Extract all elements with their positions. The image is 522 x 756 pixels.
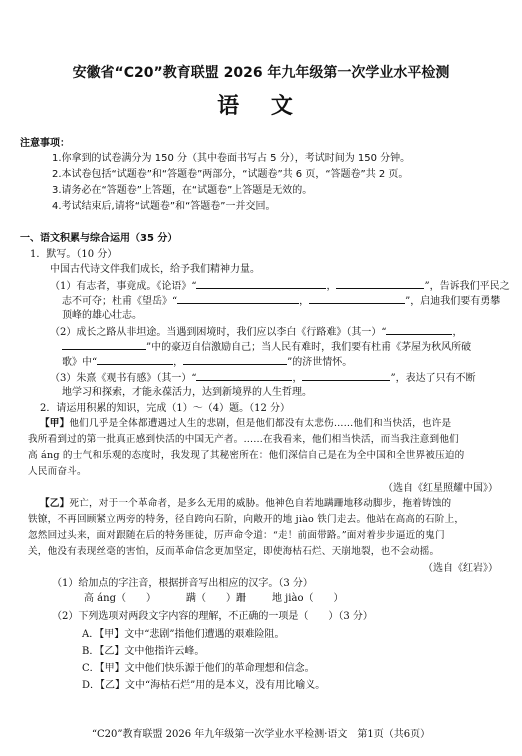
note-item-3: 3.请务必在“答题卷”上答题，在“试题卷”上答题是无效的。 [52, 185, 313, 196]
q2-heading: 2．请运用积累的知识，完成（1）～（4）题。（12 分） [40, 403, 290, 414]
q1-item-2-line-2: ”中的豪迈自信激励自己；当人民有难时，我们要有杜甫《茅屋为秋风所破 [62, 340, 471, 354]
note-item-1: 1.你拿到的试卷满分为 150 分（其中卷面书写占 5 分），考试时间为 150 分钟。 [52, 153, 411, 164]
q1-intro: 中国古代诗文伴我们成长，给予我们精神力量。 [50, 264, 260, 275]
q1-item-1-line-1: （1）有志者，事竟成。《论语》“ ， ”，告诉我们平民之 [50, 281, 510, 292]
passage-yi-line-1: 【乙】死亡，对于一个革命者，是多么无用的威胁。他神色自若地蹒跚地移动脚步，拖着铸蚀的 [40, 498, 452, 509]
passage-yi-source: （选自《红岩》） [423, 563, 498, 574]
q2-sub1-item-2: 蹒（ ）跚 [186, 593, 246, 604]
q2-sub2-heading: （2）下列选项对两段文字内容的理解，不正确的一项是（ ）（3 分） [52, 611, 373, 622]
q2-sub1-item-3: 地 jiào（ ） [272, 593, 344, 604]
q1-item-3-line-2: 地学习和探索，才能永葆活力，达到新境界的人生哲理。 [62, 387, 312, 398]
q1-heading: 1．默写。（10 分） [30, 249, 118, 260]
passage-jia-line-2: 我所看到过的第一批真正感到快活的中国无产者。……在我看来，他们相当快活，而当我注意到他们 [28, 434, 459, 445]
passage-yi-line-2: 铁镣，不再回顾紧立两旁的特务，径自跨向石阶，向敞开的地 jiào 铁门走去。他站在高高的石阶上， [28, 514, 465, 525]
passage-yi-line-3: 忽然回过头来，面对跟随在后的特务匪徒，厉声命令道：“走！前面带路。”面对着步步逼近的鬼门 [28, 530, 445, 541]
q1-item-1-line-3: 顶峰的雄心壮志。 [62, 310, 142, 321]
subject-title: 语 文 [217, 93, 305, 119]
q1-item-1-line-2: 志不可夺；杜甫《望岳》“ ， ”，启迪我们要有勇攀 [62, 296, 501, 307]
option-a: A．【甲】文中“悲剧”指他们遭遇的艰难险阻。 [82, 629, 285, 640]
notes-title: 注意事项： [20, 138, 70, 149]
q1-item-2-line-3: 歌》中“ ， ”的济世情怀。 [62, 357, 353, 368]
passage-jia-line-1: 【甲】他们几乎是全体都遭遇过人生的悲剧，但是他们都没有太悲伤……他们和当快活，也许是 [40, 418, 452, 429]
passage-jia-line-3: 高 áng 的士气和乐观的态度时，我发现了其秘密所在：他们深信自己是在为全中国和全世界被压迫的 [28, 450, 465, 461]
note-item-2: 2.本试卷包括“试题卷”和“答题卷”两部分，“试题卷”共 6 页，“答题卷”共 2 页。 [52, 169, 409, 180]
q2-sub1-heading: （1）给加点的字注音，根据拼音写出相应的汉字。（3 分） [52, 578, 313, 589]
page-footer: “C20”教育联盟 2026 年九年级第一次学业水平检测·语文 第1页（共6页） [91, 729, 431, 740]
passage-jia-source: （选自《红星照耀中国》） [383, 483, 498, 494]
note-item-4: 4.考试结束后,请将“试题卷”和“答题卷”一并交回。 [52, 201, 276, 212]
exam-title: 安徽省“C20”教育联盟 2026 年九年级第一次学业水平检测 [72, 65, 450, 81]
passage-jia-label: 【甲】 [40, 418, 70, 429]
passage-yi-label: 【乙】 [40, 498, 70, 509]
q1-item-2-line-1: （2）成长之路从非坦途。当遇到困境时，我们应以李白《行路难》（其一）“ ， [50, 327, 463, 338]
option-d: D．【乙】文中“海枯石烂”用的是本义，没有用比喻义。 [82, 680, 326, 691]
q1-item-3-line-1: （3）朱熹《观书有感》（其一）“ ， ”，表达了只有不断 [50, 373, 476, 384]
option-c: C．【甲】文中他们快乐源于他们的革命理想和信念。 [82, 663, 315, 674]
q2-sub1-item-1: 高 áng（ ） [84, 593, 156, 604]
option-b: B．【乙】文中他指许云峰。 [82, 646, 205, 657]
passage-jia-line-4: 人民而奋斗。 [28, 466, 87, 477]
passage-yi-line-4: 关，他没有表现丝毫的害怕，反而革命信念更加坚定，即使海枯石烂、天崩地裂，也不会动摇。 [28, 546, 440, 557]
section-title: 一、语文积累与综合运用（35 分） [20, 233, 178, 244]
